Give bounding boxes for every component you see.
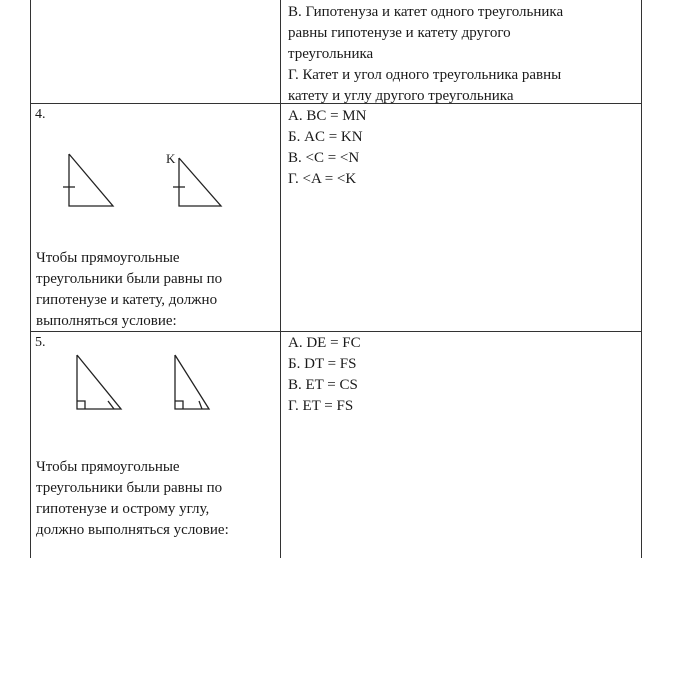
column-divider [280, 0, 281, 558]
task-5-triangles-figure [30, 350, 270, 430]
question-line: выполняться условие: [36, 313, 177, 329]
prev-option-line: Г. Катет и угол одного треугольника равны [288, 67, 562, 83]
question-line: Чтобы прямоугольные [36, 459, 180, 475]
task-table [30, 0, 642, 558]
question-line: треугольники были равны по [36, 271, 223, 287]
angle-arc [108, 401, 114, 409]
answer-option: А. BC = MN [288, 108, 367, 124]
prev-option-line: равны гипотенузе и катету другого [288, 25, 511, 41]
answer-option: Б. AC = KN [288, 129, 363, 145]
question-line: должно выполняться условие: [36, 522, 229, 538]
prev-option-line: треугольника [288, 46, 374, 62]
task-number: 4. [35, 107, 46, 122]
right-angle-mark [77, 401, 85, 409]
question-line: Чтобы прямоугольные [36, 250, 180, 266]
row-divider-2 [30, 331, 642, 332]
angle-arc [199, 401, 202, 409]
question-line: треугольники были равны по [36, 480, 223, 496]
answer-option: А. DE = FC [288, 335, 361, 351]
answer-option: В. ET = CS [288, 377, 358, 393]
right-angle-mark [175, 401, 183, 409]
question-line: гипотенузе и острому углу, [36, 501, 210, 517]
table-border-left [30, 0, 31, 558]
answer-option: Г. ET = FS [288, 398, 354, 414]
answer-option: В. <C = <N [288, 150, 360, 166]
answer-option: Б. DT = FS [288, 356, 357, 372]
answer-option: Г. <A = <K [288, 171, 357, 187]
prev-option-line: катету и углу другого треугольника [288, 88, 514, 104]
task-number: 5. [35, 335, 46, 350]
table-border-right [641, 0, 642, 558]
task-4-triangles-figure [30, 130, 270, 240]
triangle-left [69, 154, 113, 206]
prev-option-line: В. Гипотенуза и катет одного треугольника [288, 4, 564, 20]
vertex-label-k: K [166, 151, 176, 166]
question-line: гипотенузе и катету, должно [36, 292, 218, 308]
triangle-right [179, 158, 221, 206]
